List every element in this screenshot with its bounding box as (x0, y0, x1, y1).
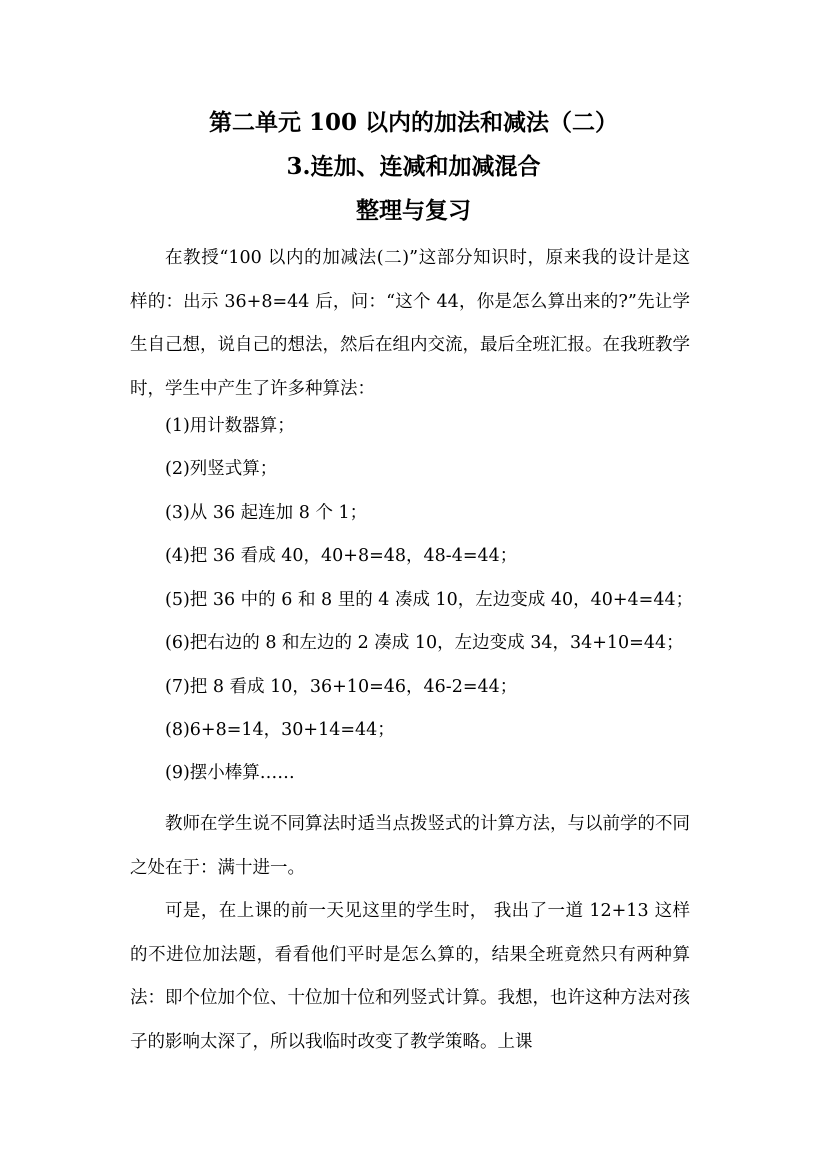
method-item: (3)从 36 起连加 8 个 1； (165, 503, 368, 523)
method-item: (2)列竖式算； (165, 459, 278, 479)
method-item: (5)把 36 中的 6 和 8 里的 4 凑成 10，左边变成 40，40+4=44； (165, 590, 694, 610)
section-title: 整理与复习 (356, 197, 471, 224)
method-item: (9)摆小棒算…… (165, 763, 295, 783)
intro-paragraph: 在教授“100 以内的加减法(二)”这部分知识时，原来我的设计是这样的：出示 36+8=44 后，问：“这个 44，你是怎么算出来的?”先让学生自己想，说自己的想法，然后在组内交流，最后全班汇报。在我班教学时，学生中产生了许多种算法： (130, 248, 690, 399)
method-item: (8)6+8=14，30+14=44； (165, 720, 395, 740)
lesson-title: 3.连加、连减和加减混合 (286, 153, 541, 180)
method-item: (6)把右边的 8 和左边的 2 凑成 10，左边变成 34，34+10=44； (165, 633, 684, 653)
method-item: (7)把 8 看成 10，36+10=46，46-2=44； (165, 677, 518, 697)
method-item: (1)用计数器算； (165, 416, 295, 436)
reflection-paragraph: 可是，在上课的前一天见这里的学生时， 我出了一道 12+13 这样的不进位加法题，看看他们平时是怎么算的，结果全班竟然只有两种算法：即个位加个位、十位加十位和列竖式计算。我想，也许这种方法对孩子的影响太深了，所以我临时改变了教学策略。上课 (130, 901, 690, 1052)
unit-title: 第二单元 100 以内的加法和减法（二） (208, 109, 619, 136)
method-item: (4)把 36 看成 40，40+8=48，48-4=44； (165, 546, 518, 566)
guidance-paragraph: 教师在学生说不同算法时适当点拨竖式的计算方法，与以前学的不同之处在于：满十进一。 (130, 814, 690, 878)
